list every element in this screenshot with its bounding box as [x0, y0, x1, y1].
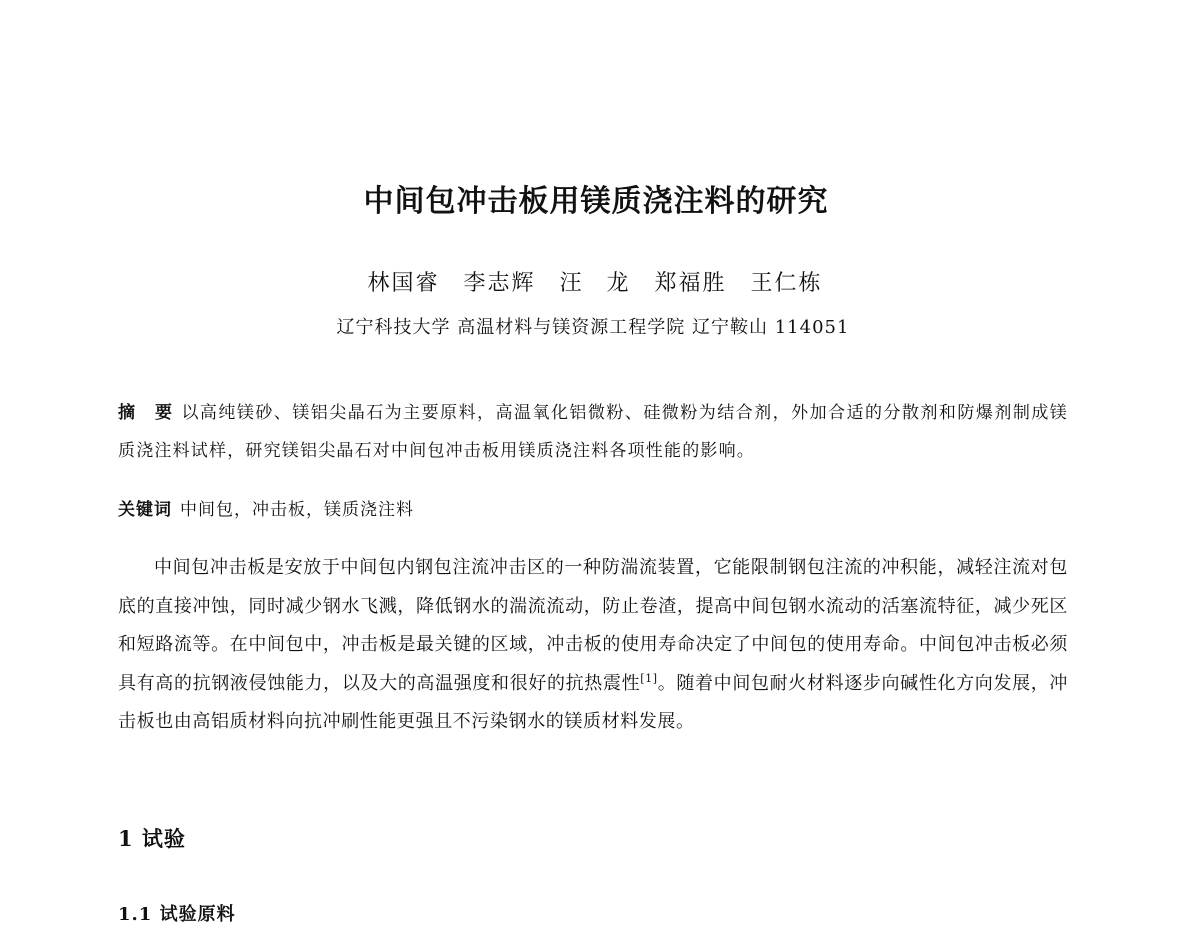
keywords-label: 关键词 [118, 500, 172, 520]
keywords [118, 492, 1068, 528]
abstract-text: 以高纯镁砂、镁铝尖晶石为主要原料，高温氧化铝微粉、硅微粉为结合剂，外加合适的分散剂和防爆剂制成镁质浇注料试样，研究镁铝尖晶石对中间包冲击板用镁质浇注料各项性能的影响。 [118, 403, 1068, 461]
affiliation: 辽宁科技大学 高温材料与镁资源工程学院 辽宁鞍山 114051 [336, 317, 850, 338]
subsection-heading-materials: 1.1 试验原料 [118, 904, 236, 925]
abstract-label: 摘 要 [118, 403, 174, 423]
citation-ref[interactable]: [1] [640, 671, 658, 685]
abstract [118, 394, 1068, 470]
intro-paragraph [118, 549, 1068, 742]
intro-text-part1: 中间包冲击板是安放于中间包内钢包注流冲击区的一种防湍流装置，它能限制钢包注流的冲积能，减轻注流对包底的直接冲蚀，同时减少钢水飞溅，降低钢水的湍流流动，防止卷渣，提高中间包钢水流动的活塞流特征，减少死区和短路流等。在中间包中，冲击板是最关键的区域，冲击板的使用寿命决定了中间包的使用寿命。中间包冲击板必须具有高的抗钢液侵蚀能力，以及大的高温强度和很好的抗热震性 [118, 557, 1068, 694]
author-list: 林国睿 李志辉 汪 龙 郑福胜 王仁栋 [367, 271, 823, 296]
section-heading-experiment: 1 试验 [118, 826, 186, 851]
keywords-text: 中间包，冲击板，镁质浇注料 [180, 500, 414, 520]
paper-title: 中间包冲击板用镁质浇注料的研究 [363, 184, 829, 219]
intro-text-part2: 。随着中间包耐火材料逐步向碱性化方向发展，冲击板也由高铝质材料向抗冲刷性能更强且不污染钢水的镁质材料发展。 [118, 672, 1069, 732]
